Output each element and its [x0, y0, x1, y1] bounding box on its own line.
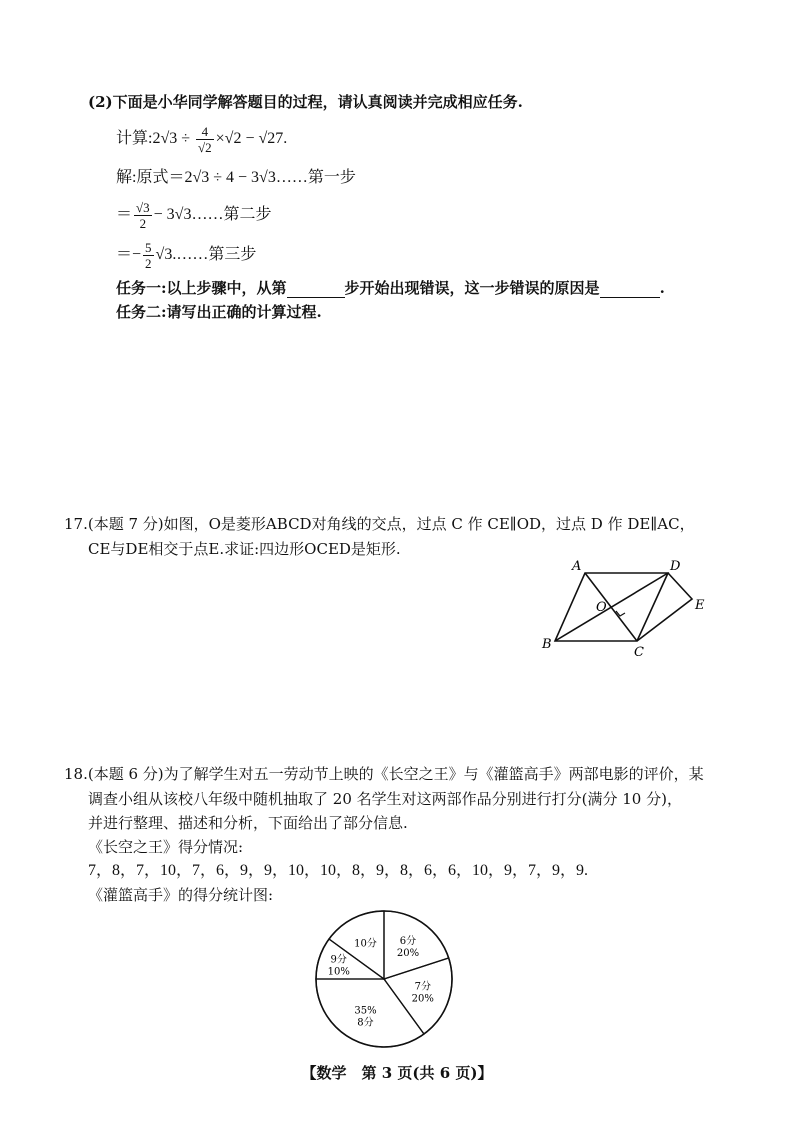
q16-2-task1 — [116, 278, 665, 298]
pie-label-3-0: 9分 — [330, 954, 347, 966]
calc-part-b: ×√2 − √27. — [215, 130, 288, 147]
task1-text-b: 步开始出现错误，这一步错误的原因是 — [344, 279, 600, 297]
calc-fraction — [196, 124, 214, 155]
q17-line2: CE与DE相交于点E.求证:四边形OCED是矩形. — [88, 540, 401, 558]
q18-line5: 7，8，7，10，7，6，9，9，10，10，8，9，8，6，6，10，9，7，9，9. — [88, 862, 589, 879]
q18-line2: 调查小组从该校八年级中随机抽取了 20 名学生对这两部作品分别进行打分(满分 10 分)， — [88, 790, 682, 808]
step3-rest: √3.……第三步 — [155, 246, 257, 263]
step3-eq: ＝− — [116, 246, 142, 263]
task1-blank-step[interactable] — [287, 281, 345, 298]
step2-rest: − 3√3……第二步 — [153, 206, 272, 223]
q16-2-task2: 任务二:请写出正确的计算过程. — [116, 303, 322, 321]
q18-line1: 18.(本题 6 分)为了解学生对五一劳动节上映的《长空之王》与《灌篮高手》两部电影的评价，某 — [64, 765, 704, 783]
task1-blank-reason[interactable] — [600, 281, 660, 298]
step3-den: 2 — [145, 255, 152, 271]
pie-label-1-1: 20% — [411, 993, 434, 1005]
pie-label-0-0: 6分 — [399, 935, 417, 947]
q18-line3: 并进行整理、描述和分析，下面给出了部分信息. — [88, 814, 408, 832]
pie-label-1-0: 7分 — [414, 981, 431, 993]
task1-text-a: 任务一:以上步骤中，从第 — [116, 279, 287, 297]
task1-text-c: . — [659, 279, 665, 297]
q16-2-step1: 解:原式＝2√3 ÷ 4 − 3√3……第一步 — [116, 169, 356, 186]
step3-num: 5 — [145, 239, 152, 255]
calc-frac-num: 4 — [196, 124, 214, 140]
q16-2-calc — [116, 122, 287, 156]
label-A: A — [572, 559, 582, 574]
calc-frac-den: √2 — [198, 139, 212, 155]
q16-2-intro: (2)下面是小华同学解答题目的过程，请认真阅读并完成相应任务. — [88, 93, 523, 111]
label-E: E — [695, 598, 705, 613]
label-D: D — [670, 559, 681, 574]
calc-part-a: 2√3 ÷ — [152, 130, 195, 147]
page-footer: 【数学 第 3 页(共 6 页)】 — [301, 1064, 493, 1082]
q16-2-step3 — [116, 238, 256, 272]
step2-eq: ＝ — [116, 206, 133, 223]
pie-label-2-1: 8分 — [357, 1017, 374, 1029]
pie-label-4-0: 10分 — [354, 938, 377, 950]
segments-de-ce — [637, 573, 692, 641]
calc-label: 计算: — [116, 130, 153, 147]
q18-line4: 《长空之王》得分情况: — [88, 838, 244, 856]
pie-label-0-1: 20% — [396, 947, 420, 959]
q17-line1: 17.(本题 7 分)如图，O是菱形ABCD对角线的交点，过点 C 作 CE∥OD，过点 D 作 DE∥AC， — [64, 515, 695, 533]
q17-rhombus-figure — [530, 555, 720, 660]
pie-chart — [309, 904, 459, 1054]
label-C: C — [634, 645, 644, 660]
pie-label-2-0: 35% — [354, 1005, 377, 1017]
label-B: B — [542, 637, 552, 652]
q16-2-step2 — [116, 198, 271, 232]
step2-num: √3 — [136, 199, 150, 215]
q18-line6: 《灌篮高手》的得分统计图: — [88, 886, 274, 904]
label-O: O — [596, 600, 607, 615]
step2-fraction — [134, 200, 152, 231]
step2-den: 2 — [139, 215, 147, 231]
pie-label-3-1: 10% — [327, 966, 350, 978]
step3-fraction — [143, 240, 154, 271]
